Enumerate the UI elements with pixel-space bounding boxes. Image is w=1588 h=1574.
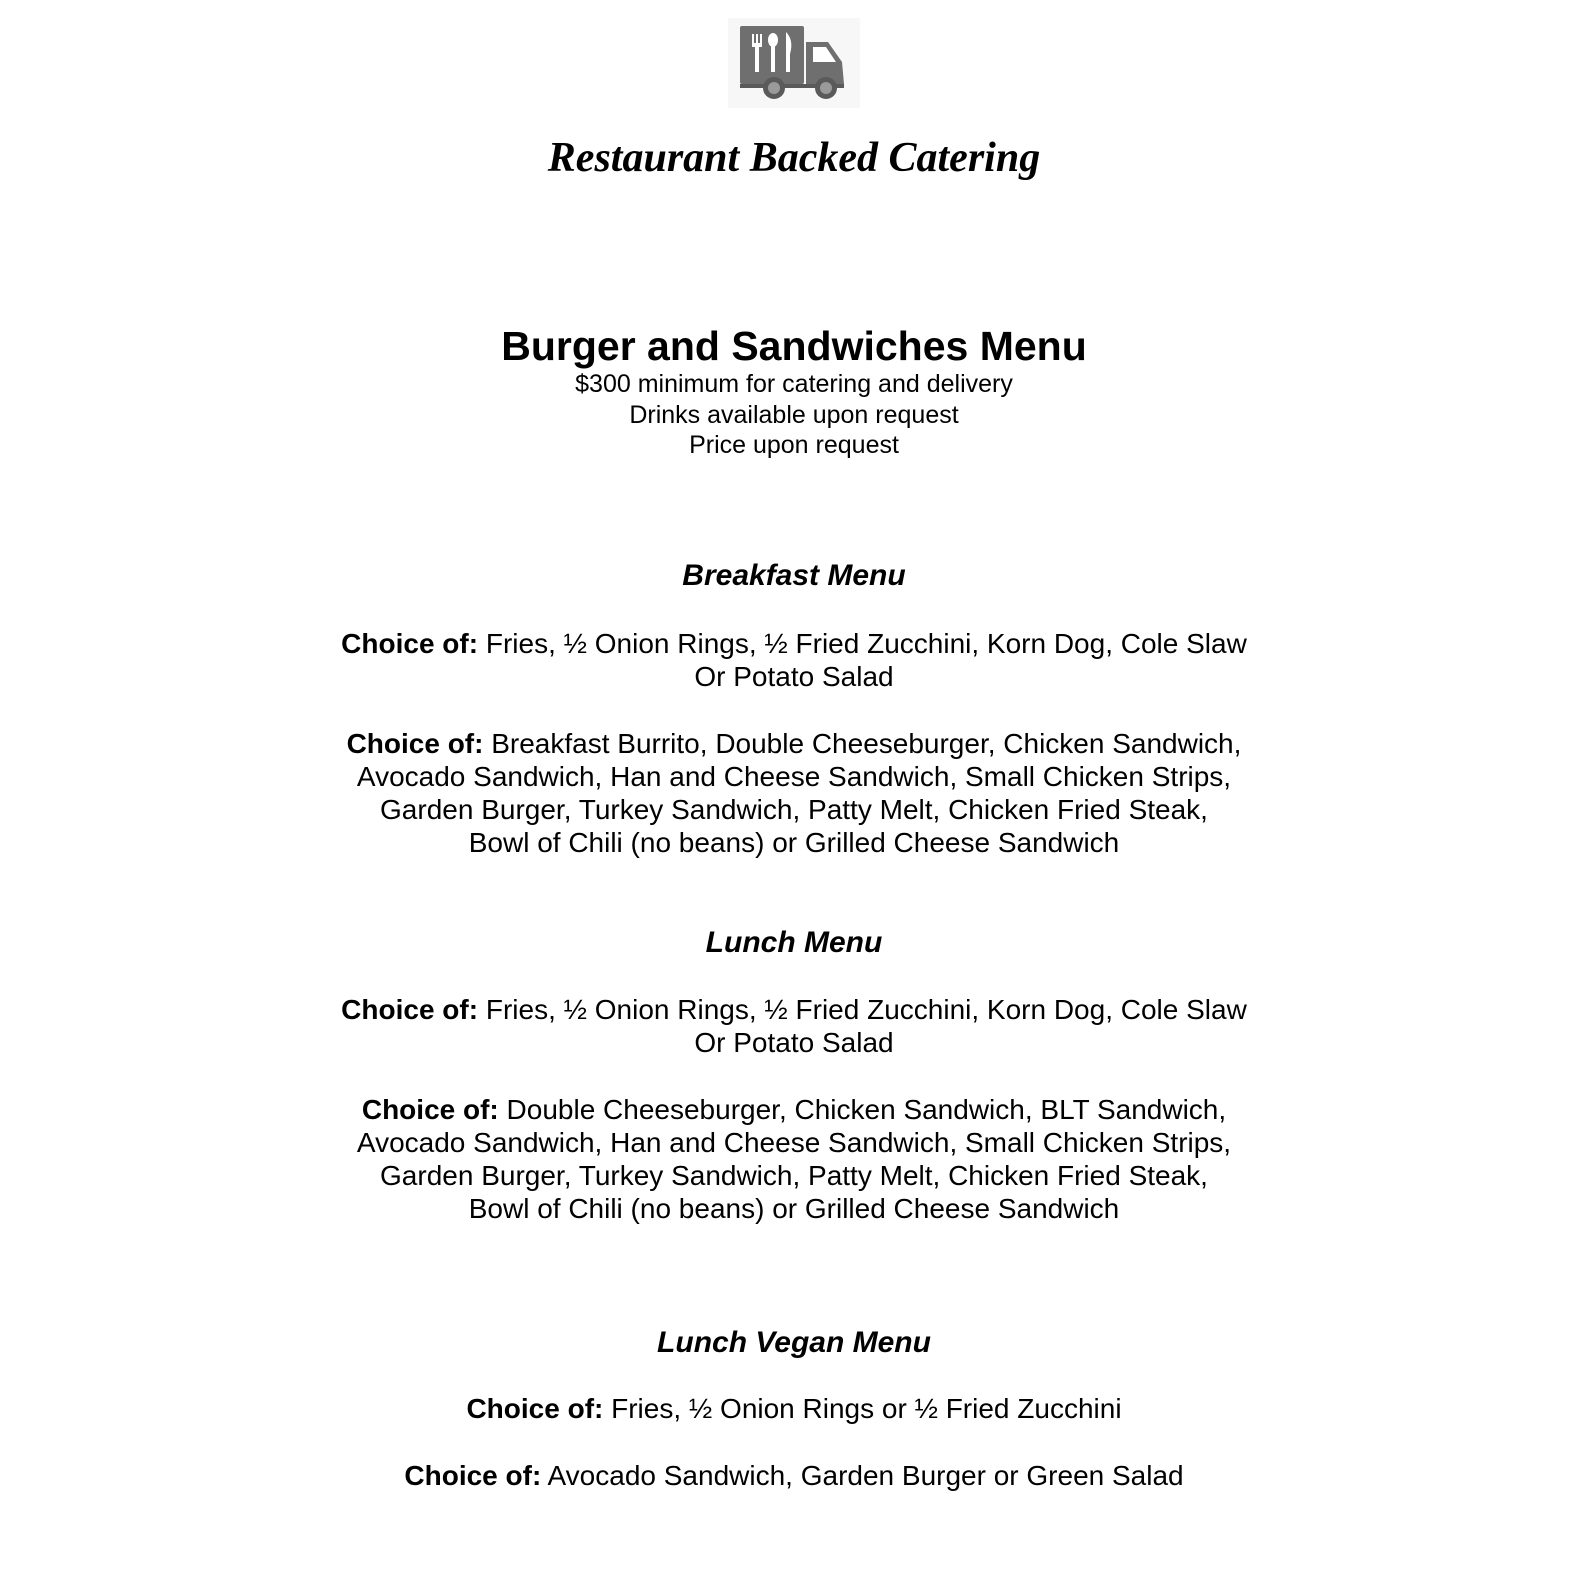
menu-title: Burger and Sandwiches Menu <box>501 323 1087 369</box>
choice-items: Breakfast Burrito, Double Cheeseburger, Chicken Sandwich, <box>483 728 1242 759</box>
choice-line <box>0 1093 1588 1126</box>
choice-line: Garden Burger, Turkey Sandwich, Patty Melt, Chicken Fried Steak, <box>380 794 1208 825</box>
breakfast-menu-heading: Breakfast Menu <box>682 559 906 592</box>
breakfast-sides-choice <box>0 627 1588 693</box>
choice-label: Choice of: <box>341 994 479 1025</box>
vegan-mains-choice <box>0 1459 1588 1492</box>
choice-line: Avocado Sandwich, Han and Cheese Sandwich, Small Chicken Strips, <box>356 1127 1232 1158</box>
choice-line <box>0 627 1588 660</box>
choice-line: Or Potato Salad <box>694 661 894 692</box>
lunch-sides-choice <box>0 993 1588 1059</box>
choice-line: Avocado Sandwich, Han and Cheese Sandwich, Small Chicken Strips, <box>356 761 1232 792</box>
choice-line <box>0 1392 1588 1425</box>
choice-label: Choice of: <box>404 1460 542 1491</box>
brand-name: Restaurant Backed Catering <box>547 135 1041 181</box>
choice-line: Bowl of Chili (no beans) or Grilled Cheese Sandwich <box>468 827 1120 858</box>
choice-items: Fries, ½ Onion Rings or ½ Fried Zucchini <box>603 1393 1122 1424</box>
choice-label: Choice of: <box>361 1094 499 1125</box>
choice-line <box>0 993 1588 1026</box>
choice-line <box>0 727 1588 760</box>
choice-label: Choice of: <box>346 728 484 759</box>
vegan-sides-choice <box>0 1392 1588 1425</box>
breakfast-mains-choice <box>0 727 1588 859</box>
choice-line: Bowl of Chili (no beans) or Grilled Cheese Sandwich <box>468 1193 1120 1224</box>
lunch-mains-choice <box>0 1093 1588 1225</box>
choice-label: Choice of: <box>341 628 479 659</box>
lunch-vegan-menu-heading: Lunch Vegan Menu <box>657 1326 931 1359</box>
choice-items: Fries, ½ Onion Rings, ½ Fried Zucchini, Korn Dog, Cole Slaw <box>478 994 1247 1025</box>
lunch-menu-heading: Lunch Menu <box>705 926 883 959</box>
price-note: Price upon request <box>689 431 899 459</box>
choice-items: Fries, ½ Onion Rings, ½ Fried Zucchini, Korn Dog, Cole Slaw <box>478 628 1247 659</box>
choice-items: Avocado Sandwich, Garden Burger or Green Salad <box>541 1460 1184 1491</box>
choice-label: Choice of: <box>466 1393 604 1424</box>
minimum-order-note: $300 minimum for catering and delivery <box>575 370 1013 398</box>
choice-line: Or Potato Salad <box>694 1027 894 1058</box>
food-truck-icon <box>728 18 860 108</box>
choice-line: Garden Burger, Turkey Sandwich, Patty Melt, Chicken Fried Steak, <box>380 1160 1208 1191</box>
choice-items: Double Cheeseburger, Chicken Sandwich, BLT Sandwich, <box>498 1094 1227 1125</box>
drinks-note: Drinks available upon request <box>629 401 959 429</box>
choice-line <box>0 1459 1588 1492</box>
